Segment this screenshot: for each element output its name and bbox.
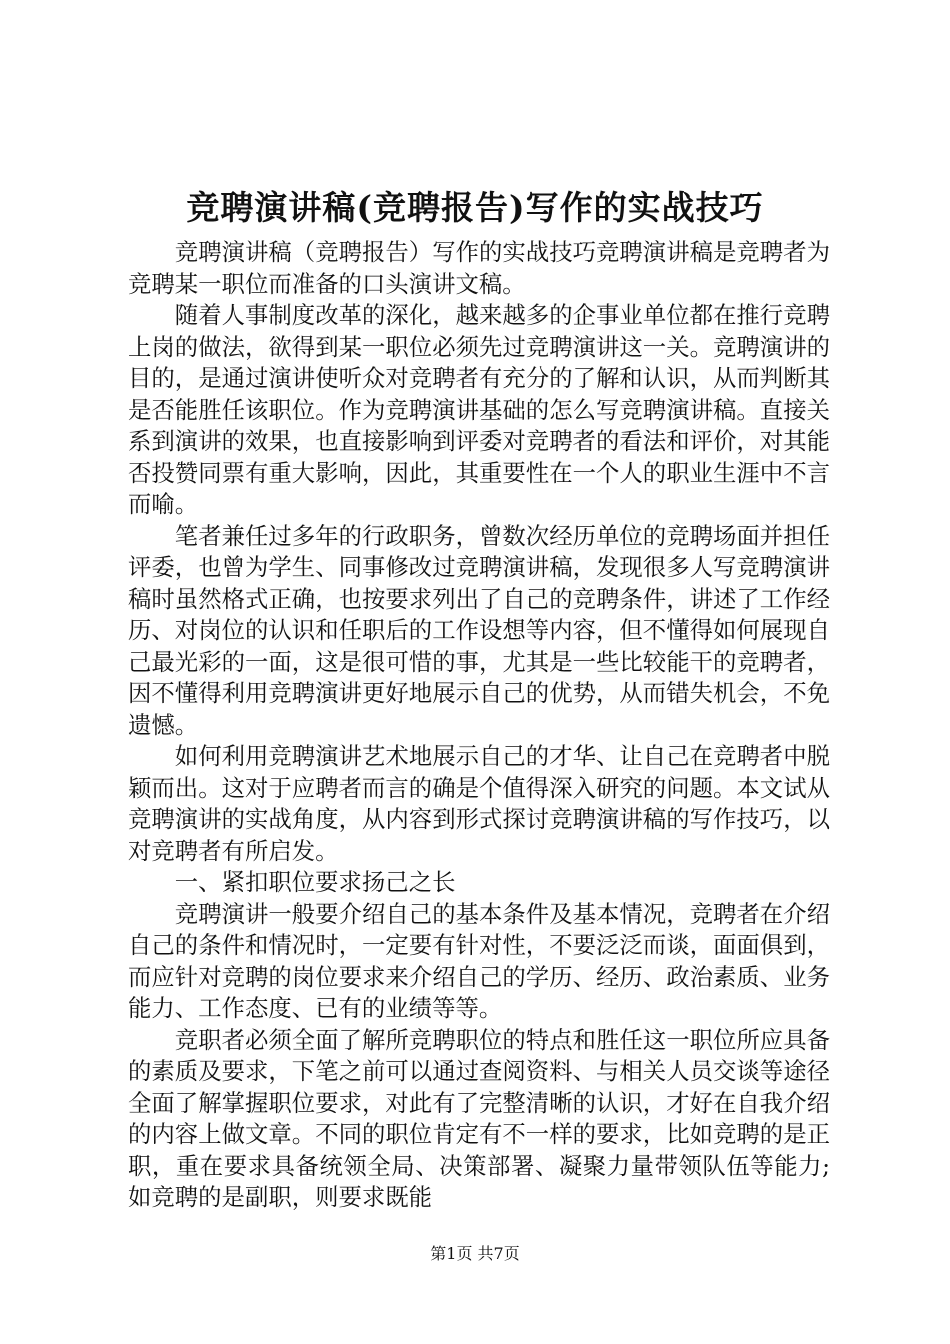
paragraph-section1-a: 竞聘演讲一般要介绍自己的基本条件及基本情况，竞聘者在介绍自己的条件和情况时，一定要有针对性，不要泛泛而谈，面面俱到，而应针对竞聘的岗位要求来介绍自己的学历、经历、政治素质、业务能力、工作态度、已有的业绩等等。: [128, 899, 830, 1022]
paragraph-section1-b: 竞职者必须全面了解所竞聘职位的特点和胜任这一职位所应具备的素质及要求，下笔之前可以通过查阅资料、与相关人员交谈等途径全面了解掌握职位要求，对此有了完整清晰的认识，才好在自我介绍的内容上做文章。不同的职位肯定有不一样的要求，比如竞聘的是正职，重在要求具备统领全局、决策部署、凝聚力量带领队伍等能力;如竞聘的是副职，则要求既能: [128, 1025, 830, 1211]
page-footer: 第1页 共7页: [430, 1244, 520, 1263]
document-title: 竞聘演讲稿(竞聘报告)写作的实战技巧: [186, 188, 764, 227]
paragraph-author-experience: 笔者兼任过多年的行政职务，曾数次经历单位的竞聘场面并担任评委，也曾为学生、同事修改过竞聘演讲稿，发现很多人写竞聘演讲稿时虽然格式正确，也按要求列出了自己的竞聘条件，讲述了工作经历、对岗位的认识和任职后的工作设想等内容，但不懂得如何展现自己最光彩的一面，这是很可惜的事，尤其是一些比较能干的竞聘者，因不懂得利用竞聘演讲更好地展示自己的优势，从而错失机会，不免遗憾。: [128, 521, 830, 739]
paragraph-background: 随着人事制度改革的深化，越来越多的企事业单位都在推行竞聘上岗的做法，欲得到某一职位必须先过竞聘演讲这一关。竞聘演讲的目的，是通过演讲使听众对竞聘者有充分的了解和认识，从而判断其是否能胜任该职位。作为竞聘演讲基础的怎么写竞聘演讲稿。直接关系到演讲的效果，也直接影响到评委对竞聘者的看法和评价，对其能否投赞同票有重大影响，因此，其重要性在一个人的职业生涯中不言而喻。: [128, 301, 830, 518]
section-heading-1: 一、紧扣职位要求扬己之长: [174, 868, 456, 896]
document-body: [128, 237, 830, 1214]
paragraph-purpose: 如何利用竞聘演讲艺术地展示自己的才华、让自己在竞聘者中脱颖而出。这对于应聘者而言的确是个值得深入研究的问题。本文试从竞聘演讲的实战角度，从内容到形式探讨竞聘演讲稿的写作技巧，以对竞聘者有所启发。: [128, 742, 830, 865]
paragraph-intro: 竞聘演讲稿（竞聘报告）写作的实战技巧竞聘演讲稿是竞聘者为竞聘某一职位而准备的口头演讲文稿。: [128, 238, 830, 298]
